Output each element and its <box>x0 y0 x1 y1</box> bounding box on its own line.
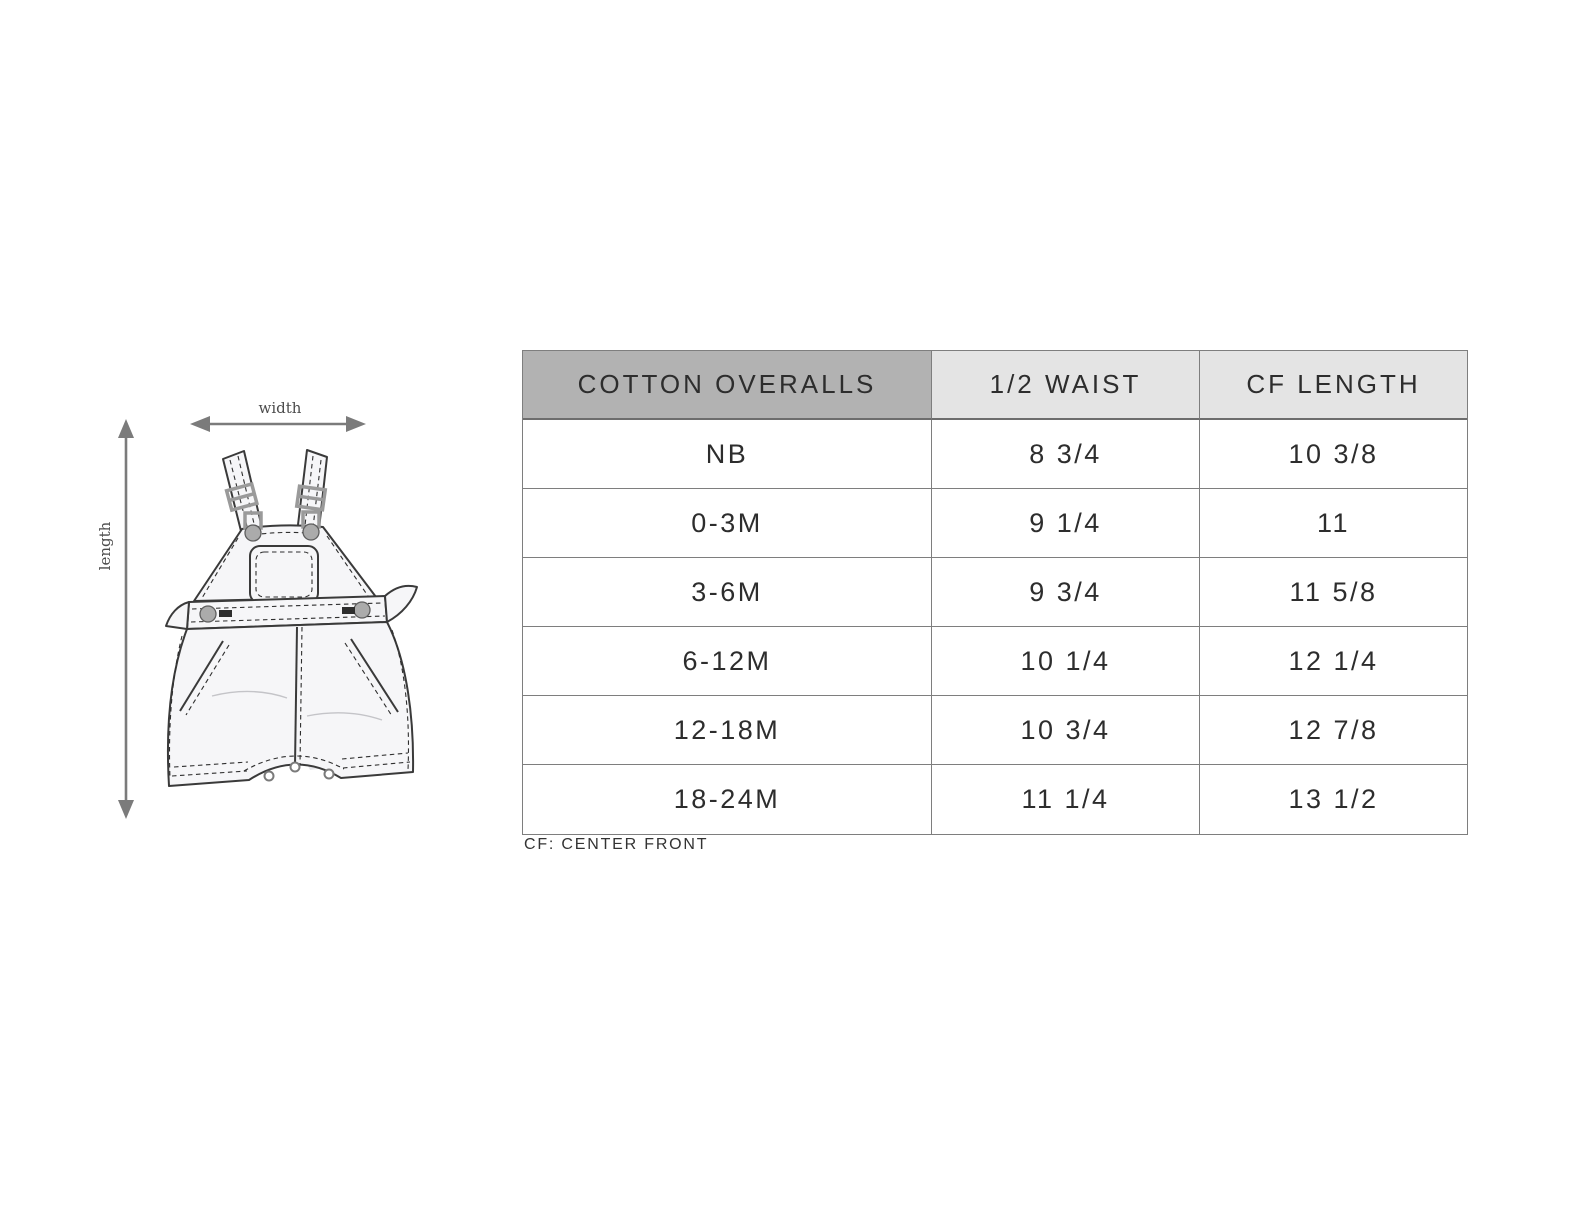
length-label: length <box>96 521 114 571</box>
row-3-6m-waist: 9 3/4 <box>932 558 1200 627</box>
cf-footnote: CF: CENTER FRONT <box>524 836 709 853</box>
chest-pocket <box>250 546 318 603</box>
row-nb-size: NB <box>523 420 932 489</box>
overalls-technical-drawing <box>92 386 462 836</box>
row-18-24m-length: 13 1/2 <box>1200 765 1467 834</box>
row-12-18m-waist: 10 3/4 <box>932 696 1200 765</box>
header-product: COTTON OVERALLS <box>523 351 932 420</box>
row-nb-waist: 8 3/4 <box>932 420 1200 489</box>
width-label: width <box>258 399 302 417</box>
length-arrow <box>118 419 134 819</box>
row-0-3m-waist: 9 1/4 <box>932 489 1200 558</box>
row-18-24m-size: 18-24M <box>523 765 932 834</box>
row-12-18m-length: 12 7/8 <box>1200 696 1467 765</box>
row-6-12m-size: 6-12M <box>523 627 932 696</box>
row-0-3m-length: 11 <box>1200 489 1467 558</box>
row-3-6m-length: 11 5/8 <box>1200 558 1467 627</box>
row-6-12m-length: 12 1/4 <box>1200 627 1467 696</box>
header-half-waist: 1/2 WAIST <box>932 351 1200 420</box>
row-12-18m-size: 12-18M <box>523 696 932 765</box>
overalls-sketch-svg <box>92 386 462 836</box>
row-6-12m-waist: 10 1/4 <box>932 627 1200 696</box>
header-cf-length: CF LENGTH <box>1200 351 1467 420</box>
size-chart-table <box>522 350 1468 835</box>
row-18-24m-waist: 11 1/4 <box>932 765 1200 834</box>
width-arrow <box>190 416 366 432</box>
row-0-3m-size: 0-3M <box>523 489 932 558</box>
shorts-body <box>168 622 413 786</box>
row-3-6m-size: 3-6M <box>523 558 932 627</box>
row-nb-length: 10 3/8 <box>1200 420 1467 489</box>
